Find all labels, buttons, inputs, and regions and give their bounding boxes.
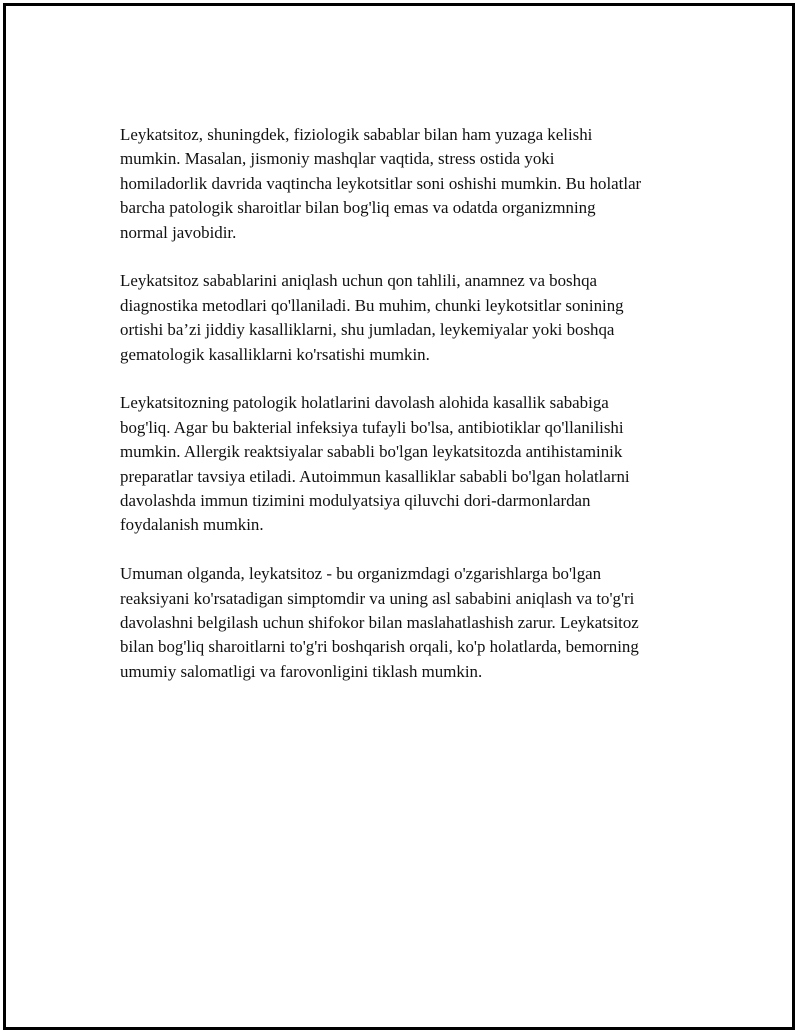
paragraph-4	[120, 562, 700, 684]
paragraph-3	[120, 391, 700, 537]
text-line: davolashni belgilash uchun shifokor bilan maslahatlashish zarur. Leykatsitoz	[120, 613, 639, 633]
text-line: mumkin. Masalan, jismoniy mashqlar vaqtida, stress ostida yoki	[120, 149, 555, 169]
text-line: Leykatsitoz sabablarini aniqlash uchun qon tahlili, anamnez va boshqa	[120, 271, 598, 291]
text-line: gematologik kasalliklarni ko'rsatishi mumkin.	[120, 344, 430, 364]
paragraph-2	[120, 269, 700, 367]
page-body	[120, 123, 700, 709]
text-line: mumkin. Allergik reaktsiyalar sababli bo'lgan leykatsitozda antihistaminik	[120, 442, 623, 462]
text-line: ortishi ba’zi jiddiy kasalliklarni, shu jumladan, leykemiyalar yoki boshqa	[120, 320, 615, 340]
text-line: diagnostika metodlari qo'llaniladi. Bu muhim, chunki leykotsitlar sonining	[120, 295, 624, 315]
text-line: umumiy salomatligi va farovonligini tiklash mumkin.	[120, 661, 483, 681]
text-line: reaksiyani ko'rsatadigan simptomdir va uning asl sababini aniqlash va to'g'ri	[120, 588, 635, 608]
text-line: bilan bog'liq sharoitlarni to'g'ri boshqarish orqali, ko'p holatlarda, bemorning	[120, 637, 639, 657]
paragraph-1	[120, 123, 700, 245]
text-line: Leykatsitoz, shuningdek, fiziologik sabablar bilan ham yuzaga kelishi	[120, 125, 593, 144]
text-line: barcha patologik sharoitlar bilan bog'liq emas va odatda organizmning	[120, 198, 596, 218]
text-line: davolashda immun tizimini modulyatsiya qiluvchi dori-darmonlardan	[120, 491, 591, 511]
text-line: foydalanish mumkin.	[120, 515, 264, 535]
text-line: Leykatsitozning patologik holatlarini davolash alohida kasallik sababiga	[120, 393, 609, 413]
text-line: preparatlar tavsiya etiladi. Autoimmun kasalliklar sababli bo'lgan holatlarni	[120, 466, 630, 486]
page-frame	[3, 3, 795, 1030]
text-line: homiladorlik davrida vaqtincha leykotsitlar soni oshishi mumkin. Bu holatlar	[120, 173, 642, 193]
text-line: normal javobidir.	[120, 222, 237, 242]
text-line: Umuman olganda, leykatsitoz - bu organizmdagi o'zgarishlarga bo'lgan	[120, 564, 602, 584]
text-line: bog'liq. Agar bu bakterial infeksiya tufayli bo'lsa, antibiotiklar qo'llanilishi	[120, 417, 624, 437]
